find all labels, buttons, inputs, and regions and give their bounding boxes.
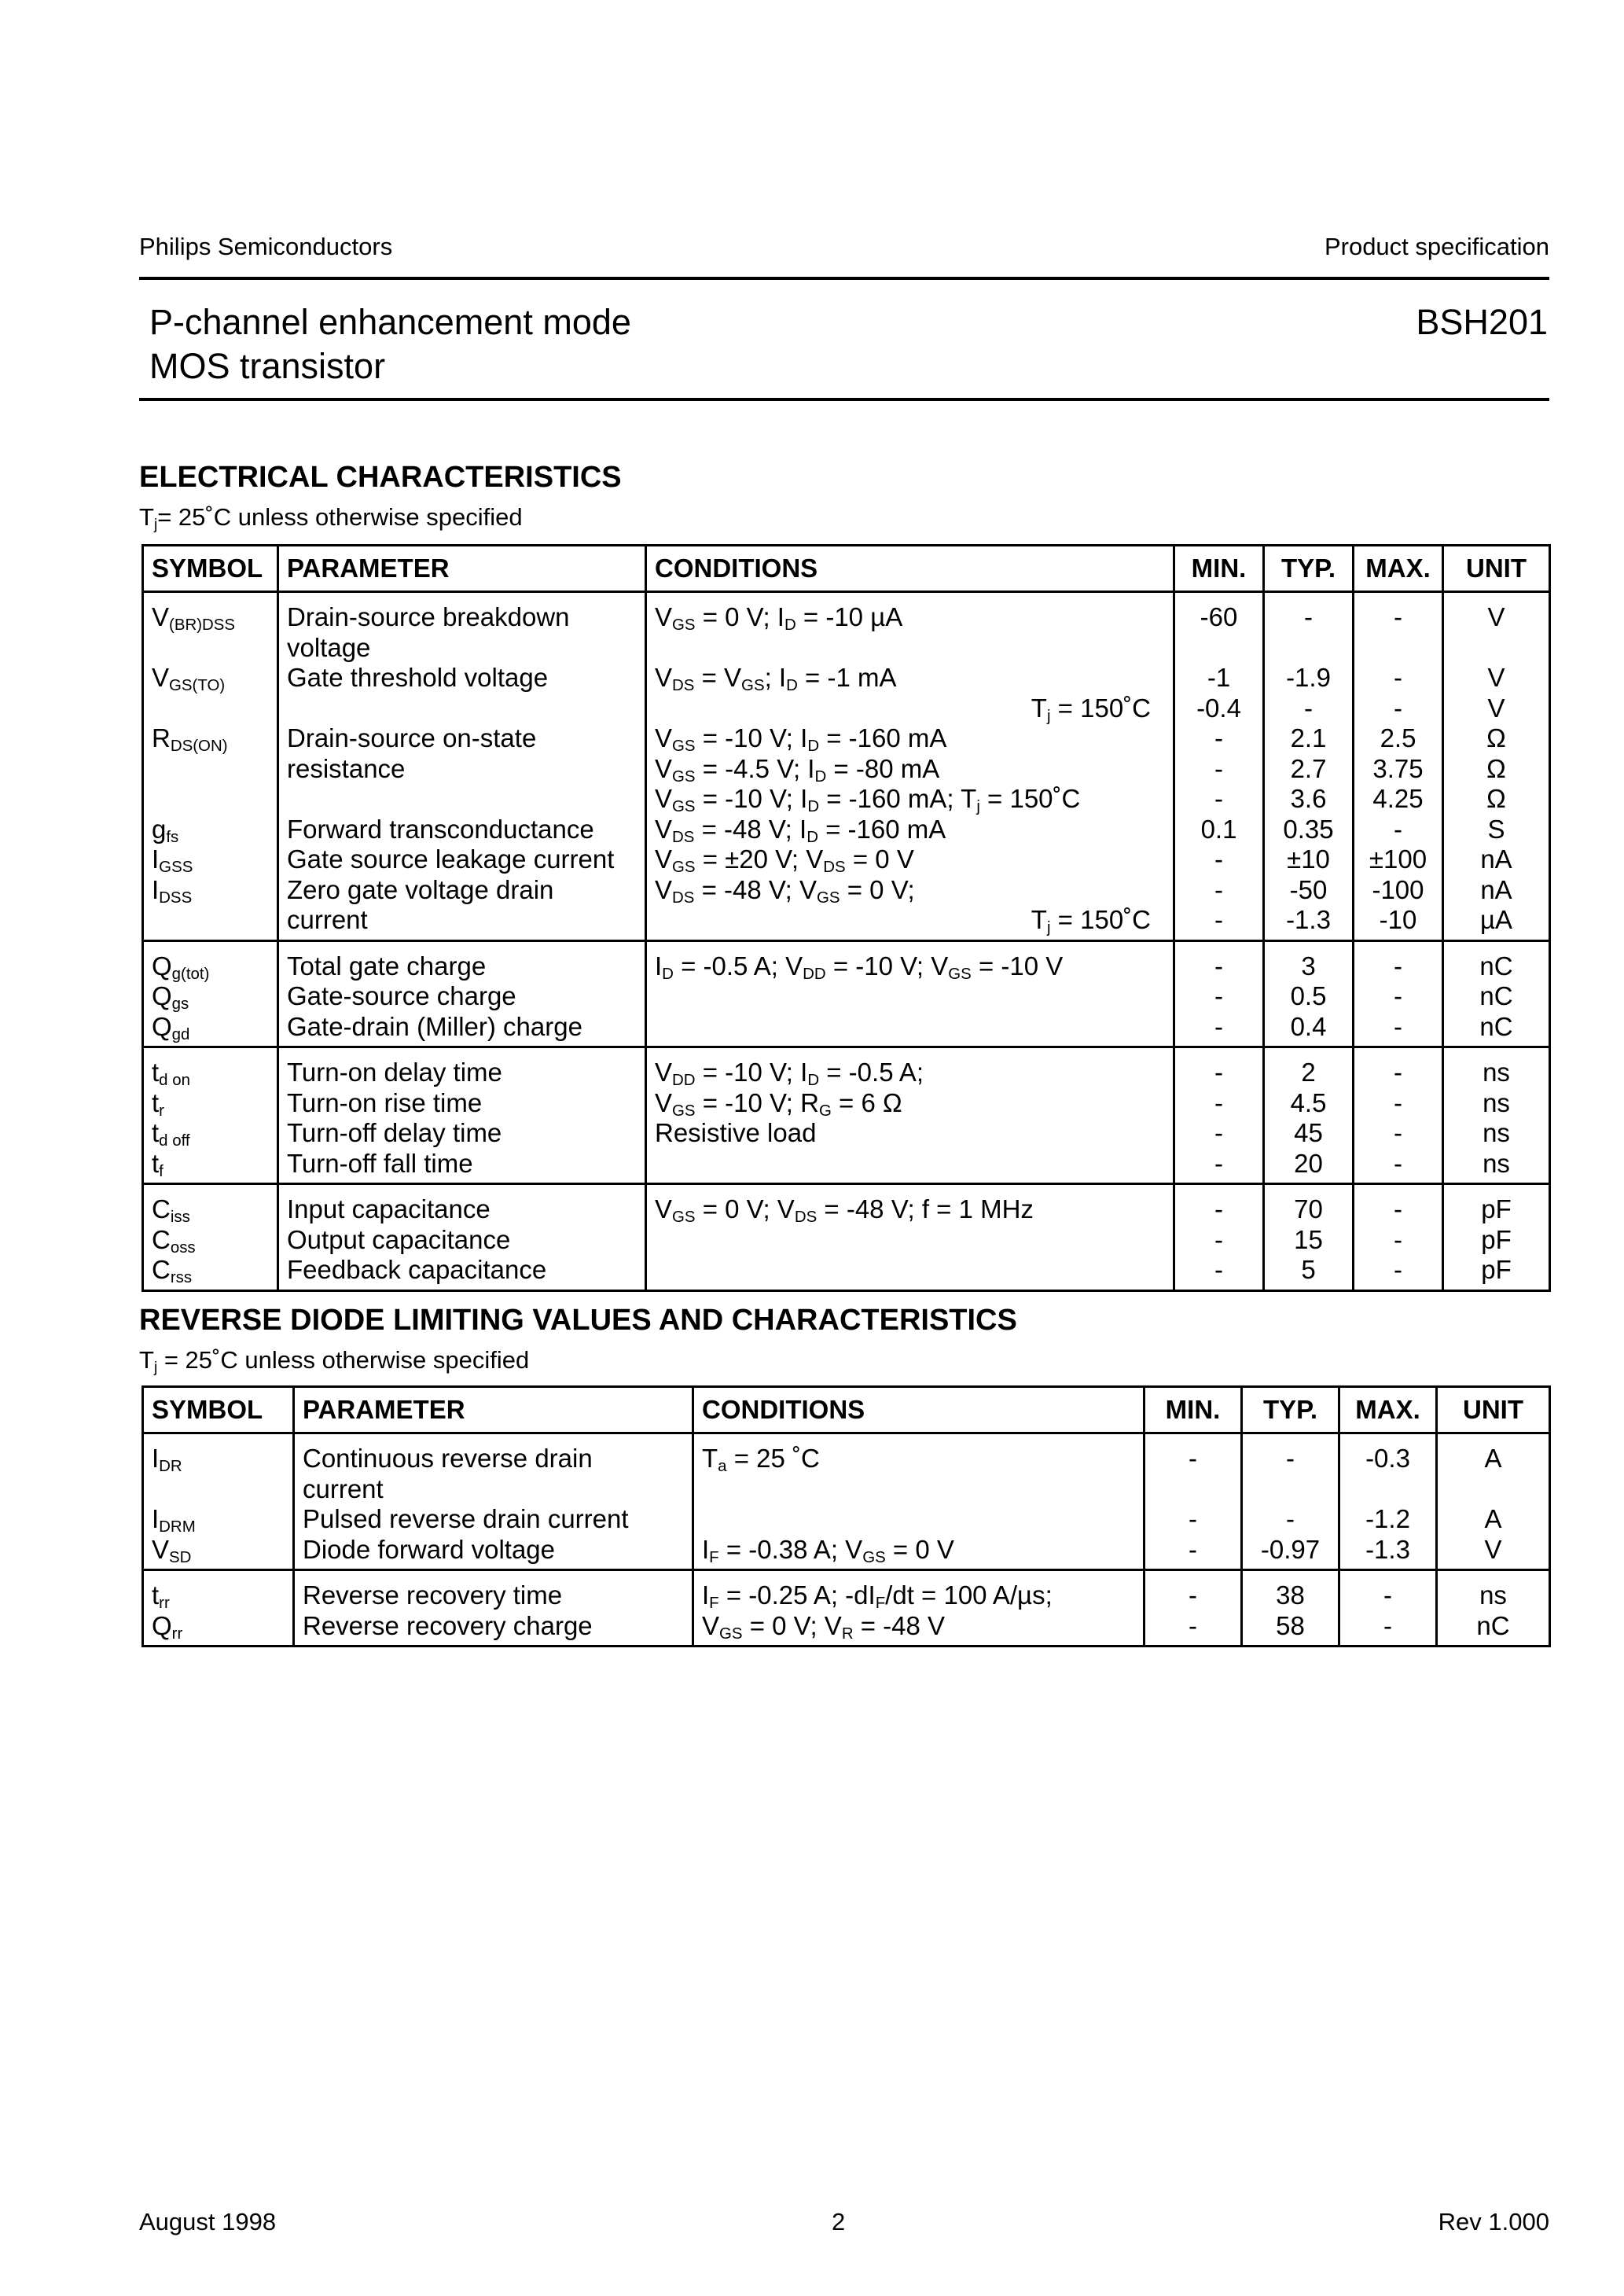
- col-conditions: CONDITIONS: [646, 546, 1174, 592]
- min-cell: -60 -1 -0.4 - - - 0.1 - - -: [1174, 592, 1264, 941]
- typ-cell: 70 15 5: [1264, 1184, 1354, 1291]
- table-row: [143, 940, 1550, 1047]
- symbol-cell: $t_{rr}$ $Q_{rr}$: [143, 1570, 294, 1647]
- col-parameter: PARAMETER: [294, 1387, 693, 1433]
- min-cell: - - -: [1145, 1433, 1242, 1570]
- reverse-diode-group-recovery: [143, 1570, 1550, 1647]
- min-cell: - - - -: [1174, 1047, 1264, 1184]
- footer-date: August 1998: [139, 2208, 277, 2235]
- footer-revision: Rev 1.000: [1438, 2208, 1549, 2235]
- conditions-cell: $T_a = 25$ ˚C $I_F = -0.38$ A; $V_{GS} = 0$ V: [693, 1433, 1145, 1570]
- typ-cell: - -1.9 - 2.1 2.7 3.6 0.35 ±10 -50 -1.3: [1264, 592, 1354, 941]
- typ-cell: 38 58: [1242, 1570, 1339, 1647]
- unit-cell: A A V: [1437, 1433, 1550, 1570]
- parameter-cell: Input capacitance Output capacitance Feedback capacitance: [278, 1184, 646, 1291]
- table-row: [143, 1433, 1550, 1570]
- max-cell: - - - -: [1354, 1047, 1443, 1184]
- col-parameter: PARAMETER: [278, 546, 646, 592]
- parameter-cell: Total gate charge Gate-source charge Gate-drain (Miller) charge: [278, 940, 646, 1047]
- conditions-cell: $I_F = -0.25$ A; $-dI_F/dt = 100$ A/µs; $V_{GS} = 0$ V; $V_R = -48$ V: [693, 1570, 1145, 1647]
- electrical-heading: ELECTRICAL CHARACTERISTICS: [139, 461, 622, 494]
- symbol-cell: $Q_{g(tot)}$ $Q_{gs}$ $Q_{gd}$: [143, 940, 278, 1047]
- max-cell: -0.3 -1.2 -1.3: [1339, 1433, 1437, 1570]
- document-title: [149, 300, 631, 388]
- col-symbol: SYMBOL: [143, 1387, 294, 1433]
- min-cell: - -: [1145, 1570, 1242, 1647]
- table-row: [143, 592, 1550, 941]
- typ-cell: - - -0.97: [1242, 1433, 1339, 1570]
- unit-cell: ns nC: [1437, 1570, 1550, 1647]
- part-number: BSH201: [1416, 302, 1548, 342]
- col-min: MIN.: [1145, 1387, 1242, 1433]
- max-cell: - - -: [1354, 940, 1443, 1047]
- company-name: Philips Semiconductors: [139, 233, 393, 260]
- symbol-cell: $I_{DR}$ $I_{DRM}$ $V_{SD}$: [143, 1433, 294, 1570]
- max-cell: - - -: [1354, 1184, 1443, 1291]
- title-line-2: MOS transistor: [149, 346, 386, 386]
- document-type: Product specification: [1324, 233, 1549, 260]
- unit-cell: V V V Ω Ω Ω S nA nA µA: [1443, 592, 1550, 941]
- symbol-cell: $C_{iss}$ $C_{oss}$ $C_{rss}$: [143, 1184, 278, 1291]
- col-unit: UNIT: [1443, 546, 1550, 592]
- unit-cell: ns ns ns ns: [1443, 1047, 1550, 1184]
- col-unit: UNIT: [1437, 1387, 1550, 1433]
- parameter-cell: Turn-on delay time Turn-on rise time Turn-off delay time Turn-off fall time: [278, 1047, 646, 1184]
- conditions-cell: $V_{DD} = -10$ V; $I_D = -0.5$ A; $V_{GS} = -10$ V; $R_G = 6$ Ω Resistive load: [646, 1047, 1174, 1184]
- reverse-diode-group-static: [143, 1433, 1550, 1570]
- typ-cell: 3 0.5 0.4: [1264, 940, 1354, 1047]
- col-min: MIN.: [1174, 546, 1264, 592]
- electrical-note: $T_j=$ 25˚C unless otherwise specified: [139, 503, 523, 533]
- parameter-cell: Reverse recovery time Reverse recovery charge: [294, 1570, 693, 1647]
- col-typ: TYP.: [1242, 1387, 1339, 1433]
- header-rule-bottom: [139, 398, 1549, 401]
- col-conditions: CONDITIONS: [693, 1387, 1145, 1433]
- table-row: [143, 1047, 1550, 1184]
- conditions-cell: $I_D = -0.5$ A; $V_{DD} = -10$ V; $V_{GS} = -10$ V: [646, 940, 1174, 1047]
- reverse-diode-table: [141, 1385, 1551, 1647]
- col-symbol: SYMBOL: [143, 546, 278, 592]
- col-max: MAX.: [1354, 546, 1443, 592]
- table-header-row: [143, 1387, 1550, 1433]
- col-max: MAX.: [1339, 1387, 1437, 1433]
- table-header-row: [143, 546, 1550, 592]
- unit-cell: pF pF pF: [1443, 1184, 1550, 1291]
- conditions-cell: $V_{GS} = 0$ V; $V_{DS} = -48$ V; f = 1 MHz: [646, 1184, 1174, 1291]
- min-cell: - - -: [1174, 940, 1264, 1047]
- conditions-cell: $V_{GS} = 0$ V; $I_D = -10$ µA $V_{DS} = V_{GS}$; $I_D = -1$ mA $T_j$ = 150˚C $V_{GS} = -10$ V; $I_D = -160$ mA $V_{GS} = -4.5$ V; $I_D = -80$ mA $V_{GS} = -10$ V; $I_D = -160$ mA; $T_j$ = 150˚C $V_{DS} = -48$ V; $I_D = -160$ mA $V_{GS} = \pm 20$ V; $V_{DS} = 0$ V $V_{DS} = -48$ V; $V_{GS} = 0$ V; $T_j$ = 150˚C: [646, 592, 1174, 941]
- max-cell: - - - 2.5 3.75 4.25 - ±100 -100 -10: [1354, 592, 1443, 941]
- parameter-cell: Drain-source breakdown voltage Gate threshold voltage Drain-source on-state resistance Forward transconductance Gate source leakage current Zero gate voltage drain current: [278, 592, 646, 941]
- max-cell: - -: [1339, 1570, 1437, 1647]
- symbol-cell: $V_{(BR)DSS}$ $V_{GS(TO)}$ $R_{DS(ON)}$ $g_{fs}$ $I_{GSS}$ $I_{DSS}$: [143, 592, 278, 941]
- symbol-cell: $t_{d on}$ $t_r$ $t_{d off}$ $t_f$: [143, 1047, 278, 1184]
- electrical-group-capacitance: [143, 1184, 1550, 1291]
- electrical-group-charge: [143, 940, 1550, 1047]
- footer-page-number: 2: [832, 2208, 846, 2235]
- reverse-diode-note: $T_j$ = 25˚C unless otherwise specified: [139, 1346, 530, 1376]
- header-rule-top: [139, 277, 1549, 280]
- min-cell: - - -: [1174, 1184, 1264, 1291]
- table-row: [143, 1184, 1550, 1291]
- electrical-group-switching: [143, 1047, 1550, 1184]
- typ-cell: 2 4.5 45 20: [1264, 1047, 1354, 1184]
- electrical-group-static: [143, 592, 1550, 941]
- col-typ: TYP.: [1264, 546, 1354, 592]
- electrical-table: [141, 544, 1551, 1292]
- parameter-cell: Continuous reverse drain current Pulsed reverse drain current Diode forward voltage: [294, 1433, 693, 1570]
- reverse-diode-heading: REVERSE DIODE LIMITING VALUES AND CHARACTERISTICS: [139, 1304, 1017, 1337]
- unit-cell: nC nC nC: [1443, 940, 1550, 1047]
- table-row: [143, 1570, 1550, 1647]
- title-line-1: P-channel enhancement mode: [149, 302, 631, 342]
